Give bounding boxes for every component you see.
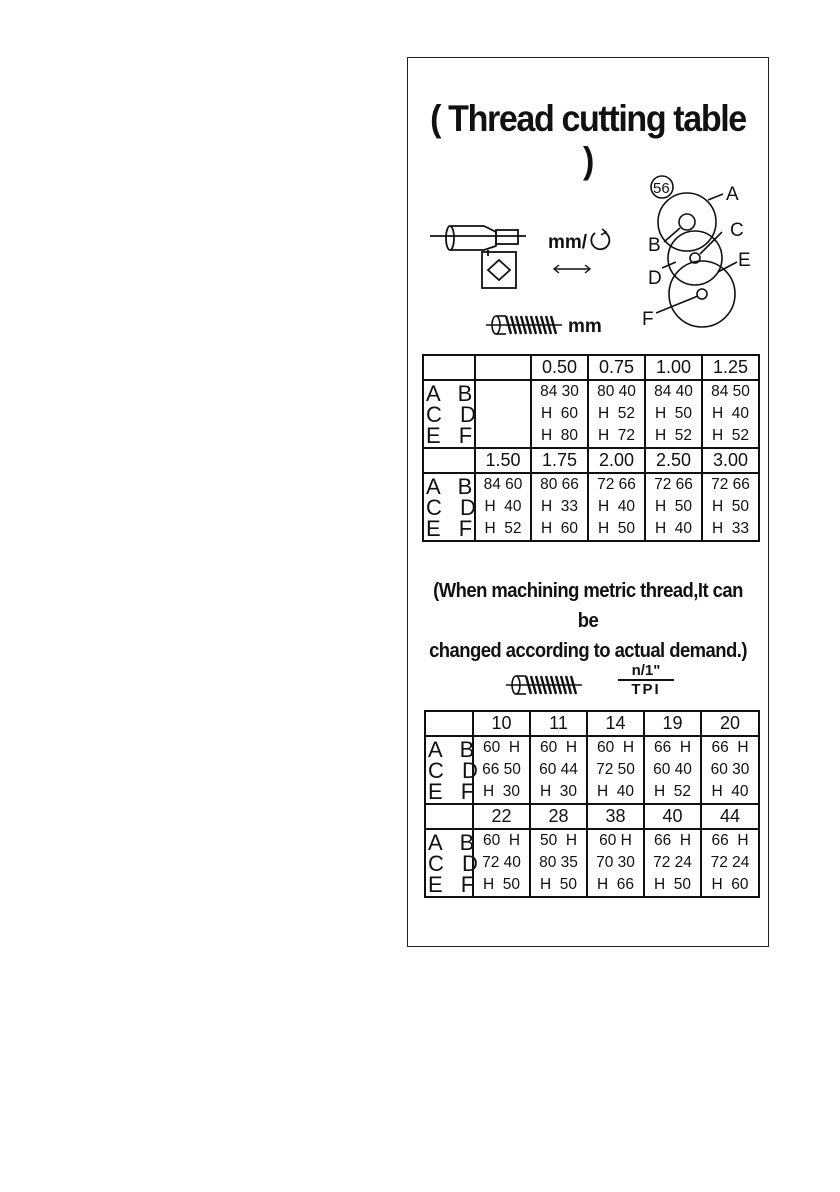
gear-value: H 40 [484, 498, 522, 515]
gear-value: 60 40 [653, 761, 692, 778]
pitch-header-cell: 0.75 [588, 355, 645, 380]
gear-value: 80 40 [597, 383, 636, 400]
feed-direction-arrow-icon [552, 262, 592, 276]
gear-values-cell [473, 736, 530, 804]
gear-value: H 40 [596, 783, 635, 800]
gear-value: H 60 [540, 520, 579, 537]
pitch-header-cell: 10 [473, 711, 530, 736]
gear-value: 84 30 [540, 383, 579, 400]
gear-value: 72 24 [710, 854, 750, 871]
row-labels-cell [425, 736, 484, 804]
gear-values-cell [475, 380, 531, 448]
gear-values-cell [644, 736, 701, 804]
header-row [423, 355, 759, 380]
gear-value: H 52 [484, 520, 522, 537]
gear-value: 70 30 [596, 854, 635, 871]
row-label: C D [428, 850, 484, 876]
gear-value: H 52 [711, 427, 750, 444]
gear-values-cell [644, 829, 701, 897]
pitch-header-cell: 2.50 [645, 448, 702, 473]
metric-thread-icon [484, 310, 564, 340]
pitch-header-cell: 1.75 [531, 448, 588, 473]
gear-value: H 80 [540, 427, 579, 444]
pitch-header-cell: 2.00 [588, 448, 645, 473]
gear-value: H 33 [711, 520, 750, 537]
gear-value: 80 66 [540, 476, 579, 493]
gear-value: 60 H [482, 832, 521, 849]
gear-value: 60 44 [539, 761, 578, 778]
gear-values-cell [588, 380, 645, 448]
pitch-header-cell: 19 [644, 711, 701, 736]
gear-value: 66 H [653, 832, 692, 849]
gear-value: H 40 [654, 520, 693, 537]
inch-thread-table [424, 710, 760, 898]
gear-value: 84 50 [711, 383, 750, 400]
gear-value: 84 60 [483, 476, 523, 493]
gear-value: H 40 [711, 783, 749, 800]
gear-label-c: C [730, 220, 744, 241]
gear-values-cell [587, 736, 644, 804]
gear-value: 60 H [599, 832, 632, 849]
pitch-header-cell: 1.00 [645, 355, 702, 380]
gear-value: 66 50 [482, 761, 521, 778]
gear-value: H 60 [540, 405, 579, 422]
pitch-header-cell: 40 [644, 804, 701, 829]
tpi-fraction-top: n/1" [631, 662, 661, 679]
gear-number-label: 56 [653, 180, 670, 197]
metric-note [426, 576, 750, 666]
gear-value: H 50 [482, 876, 521, 893]
thread-cutting-panel [407, 57, 769, 947]
gear-values-cell [531, 473, 588, 541]
pitch-header-cell: 3.00 [702, 448, 759, 473]
gear-value: 60 H [596, 739, 635, 756]
gear-value: H 72 [597, 427, 636, 444]
metric-note-line-2: changed according to actual demand.) [429, 639, 747, 662]
row-label: C D [428, 757, 484, 783]
gear-values-cell [702, 380, 759, 448]
gear-value: H 30 [482, 783, 521, 800]
rotation-icon [588, 228, 614, 254]
gear-value: H 50 [653, 876, 692, 893]
page-title: ( Thread cutting table ) [430, 98, 746, 181]
row-label: E F [428, 778, 481, 804]
gear-value: H 52 [597, 405, 636, 422]
gear-values-cell [588, 473, 645, 541]
row-label: C D [426, 401, 482, 427]
gear-value: 60 30 [710, 761, 750, 778]
gear-value: 60 H [539, 739, 578, 756]
gear-values-row [425, 829, 759, 897]
pitch-header-cell: 22 [473, 804, 530, 829]
pitch-header-cell [475, 355, 531, 380]
gear-label-e: E [738, 250, 751, 271]
row-labels-cell [423, 473, 482, 541]
row-label: C D [426, 494, 482, 520]
gear-value: 60 H [482, 739, 521, 756]
gear-label-f: F [642, 309, 654, 330]
row-label: E F [426, 422, 479, 448]
gear-values-cell [530, 736, 587, 804]
gear-value: 80 35 [539, 854, 578, 871]
row-labels-cell [423, 380, 482, 448]
gear-value: H 40 [597, 498, 636, 515]
gear-value: 84 40 [654, 383, 693, 400]
gear-value: H 50 [539, 876, 578, 893]
header-corner-cell [425, 804, 473, 829]
feed-unit-label: mm/ [548, 232, 588, 253]
header-row [425, 804, 759, 829]
pitch-header-cell: 28 [530, 804, 587, 829]
gear-values-cell [587, 829, 644, 897]
gear-values-cell [701, 736, 759, 804]
gear-values-cell [530, 829, 587, 897]
gear-value: 66 H [711, 739, 749, 756]
gear-value: 72 50 [596, 761, 635, 778]
gear-value: H 33 [540, 498, 579, 515]
pitch-header-cell: 0.50 [531, 355, 588, 380]
gear-value: H 40 [711, 405, 750, 422]
gear-values-cell [531, 380, 588, 448]
gear-label-d: D [648, 268, 662, 289]
tpi-fraction [618, 662, 674, 698]
gear-values-row [425, 736, 759, 804]
gear-value: 72 66 [597, 476, 636, 493]
gear-label-a: A [726, 184, 739, 205]
gear-values-row [423, 380, 759, 448]
pitch-header-cell: 14 [587, 711, 644, 736]
gear-value: H 66 [596, 876, 635, 893]
gear-value: H 60 [711, 876, 749, 893]
pitch-header-cell: 38 [587, 804, 644, 829]
gear-value: 72 40 [482, 854, 521, 871]
row-label: A B [428, 829, 481, 855]
row-label: A B [428, 736, 481, 762]
gear-value: H 50 [654, 498, 693, 515]
row-label: E F [426, 515, 479, 541]
metric-thread-table [422, 354, 760, 542]
header-corner-cell [423, 355, 475, 380]
row-label: A B [426, 473, 479, 499]
gear-value: 66 H [653, 739, 692, 756]
gear-values-cell [701, 829, 759, 897]
header-corner-cell [423, 448, 475, 473]
pitch-header-cell: 11 [530, 711, 587, 736]
row-labels-cell [425, 829, 484, 897]
gear-value: H 50 [597, 520, 636, 537]
lathe-tool-icon [428, 216, 528, 296]
row-label: E F [428, 871, 481, 897]
pitch-header-cell: 1.50 [475, 448, 531, 473]
gear-value: 72 66 [654, 476, 693, 493]
gear-value: H 50 [654, 405, 693, 422]
header-row [425, 711, 759, 736]
gear-value: H 50 [711, 498, 750, 515]
thread-unit-label: mm [568, 316, 602, 337]
row-label: A B [426, 380, 479, 406]
pitch-header-cell: 1.25 [702, 355, 759, 380]
header-corner-cell [425, 711, 473, 736]
gear-value: H 52 [654, 427, 693, 444]
gear-value: 72 66 [711, 476, 750, 493]
gear-value: 66 H [711, 832, 749, 849]
gear-value: 50 H [539, 832, 578, 849]
gear-value: H 52 [653, 783, 692, 800]
inch-thread-icon [504, 670, 584, 700]
gear-values-cell [473, 829, 530, 897]
gear-value: H 30 [539, 783, 578, 800]
header-row [423, 448, 759, 473]
change-gear-diagram [630, 172, 765, 344]
pitch-header-cell: 20 [701, 711, 759, 736]
gear-values-row [423, 473, 759, 541]
gear-values-cell [645, 473, 702, 541]
pitch-header-cell: 44 [701, 804, 759, 829]
gear-values-cell [645, 380, 702, 448]
gear-label-b: B [648, 235, 661, 256]
gear-values-cell [475, 473, 531, 541]
metric-note-line-1: (When machining metric thread,It can be [433, 579, 743, 632]
gear-values-cell [702, 473, 759, 541]
tpi-fraction-bottom: TPI [618, 679, 674, 698]
gear-value: 72 24 [653, 854, 692, 871]
